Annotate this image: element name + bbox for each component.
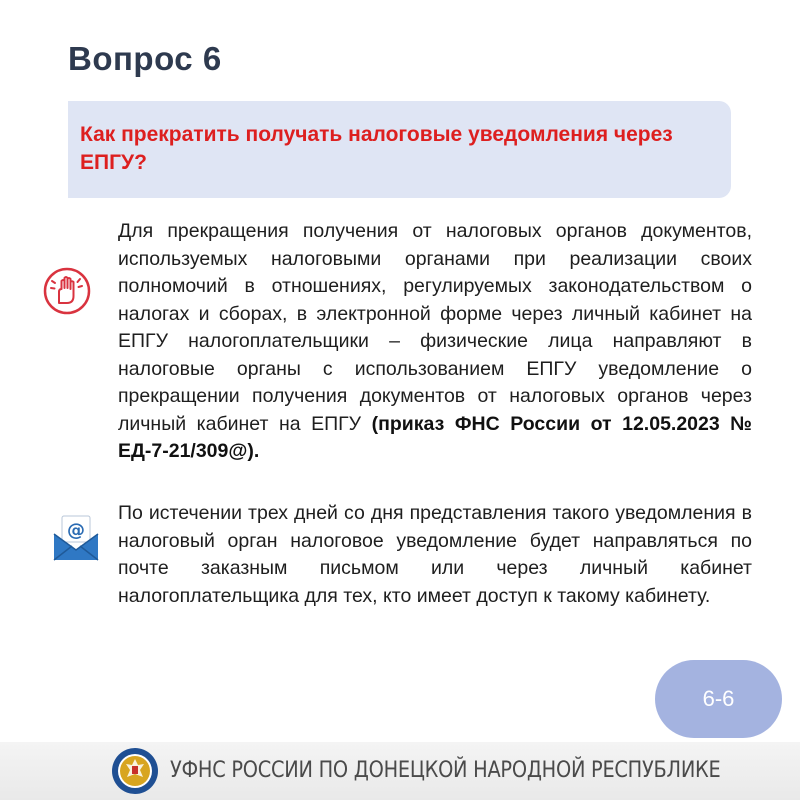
paragraph-1 xyxy=(118,218,752,466)
fns-emblem-icon xyxy=(110,746,160,796)
svg-text:@: @ xyxy=(67,520,85,541)
page-indicator: 6-6 xyxy=(655,660,782,738)
page-title: Вопрос 6 xyxy=(68,40,222,77)
order-reference: (приказ ФНС России от 12.05.2023 № ЕД-7-21/309@). xyxy=(118,412,752,462)
email-envelope-icon xyxy=(52,514,100,564)
question-text: Как прекратить получать налоговые уведомления через ЕПГУ? xyxy=(80,123,673,174)
paragraph-2: По истечении трех дней со дня представления такого уведомления в налоговый орган налоговое уведомление будет направляться по почте заказным письмом или через личный кабинет налогоплательщика для тех, кто имеет доступ к такому кабинету. xyxy=(118,502,752,607)
question-box xyxy=(68,101,731,198)
hand-stop-icon xyxy=(42,266,92,316)
footer-text: УФНС РОССИИ ПО ДОНЕЦКОЙ НАРОДНОЙ РЕСПУБЛИКЕ xyxy=(170,757,721,783)
paragraph-1-text: Для прекращения получения от налоговых органов документов, используемых налоговыми органами при реализации своих полномочий в отношениях, регулируемых законодательством о налогах и сборах, в электронной форме через личный кабинет на ЕПГУ налогоплательщики – физические лица направляют в налоговые органы с использованием ЕПГУ уведомление о прекращении получения документов от налоговых органов через личный кабинет на ЕПГУ xyxy=(118,220,752,435)
